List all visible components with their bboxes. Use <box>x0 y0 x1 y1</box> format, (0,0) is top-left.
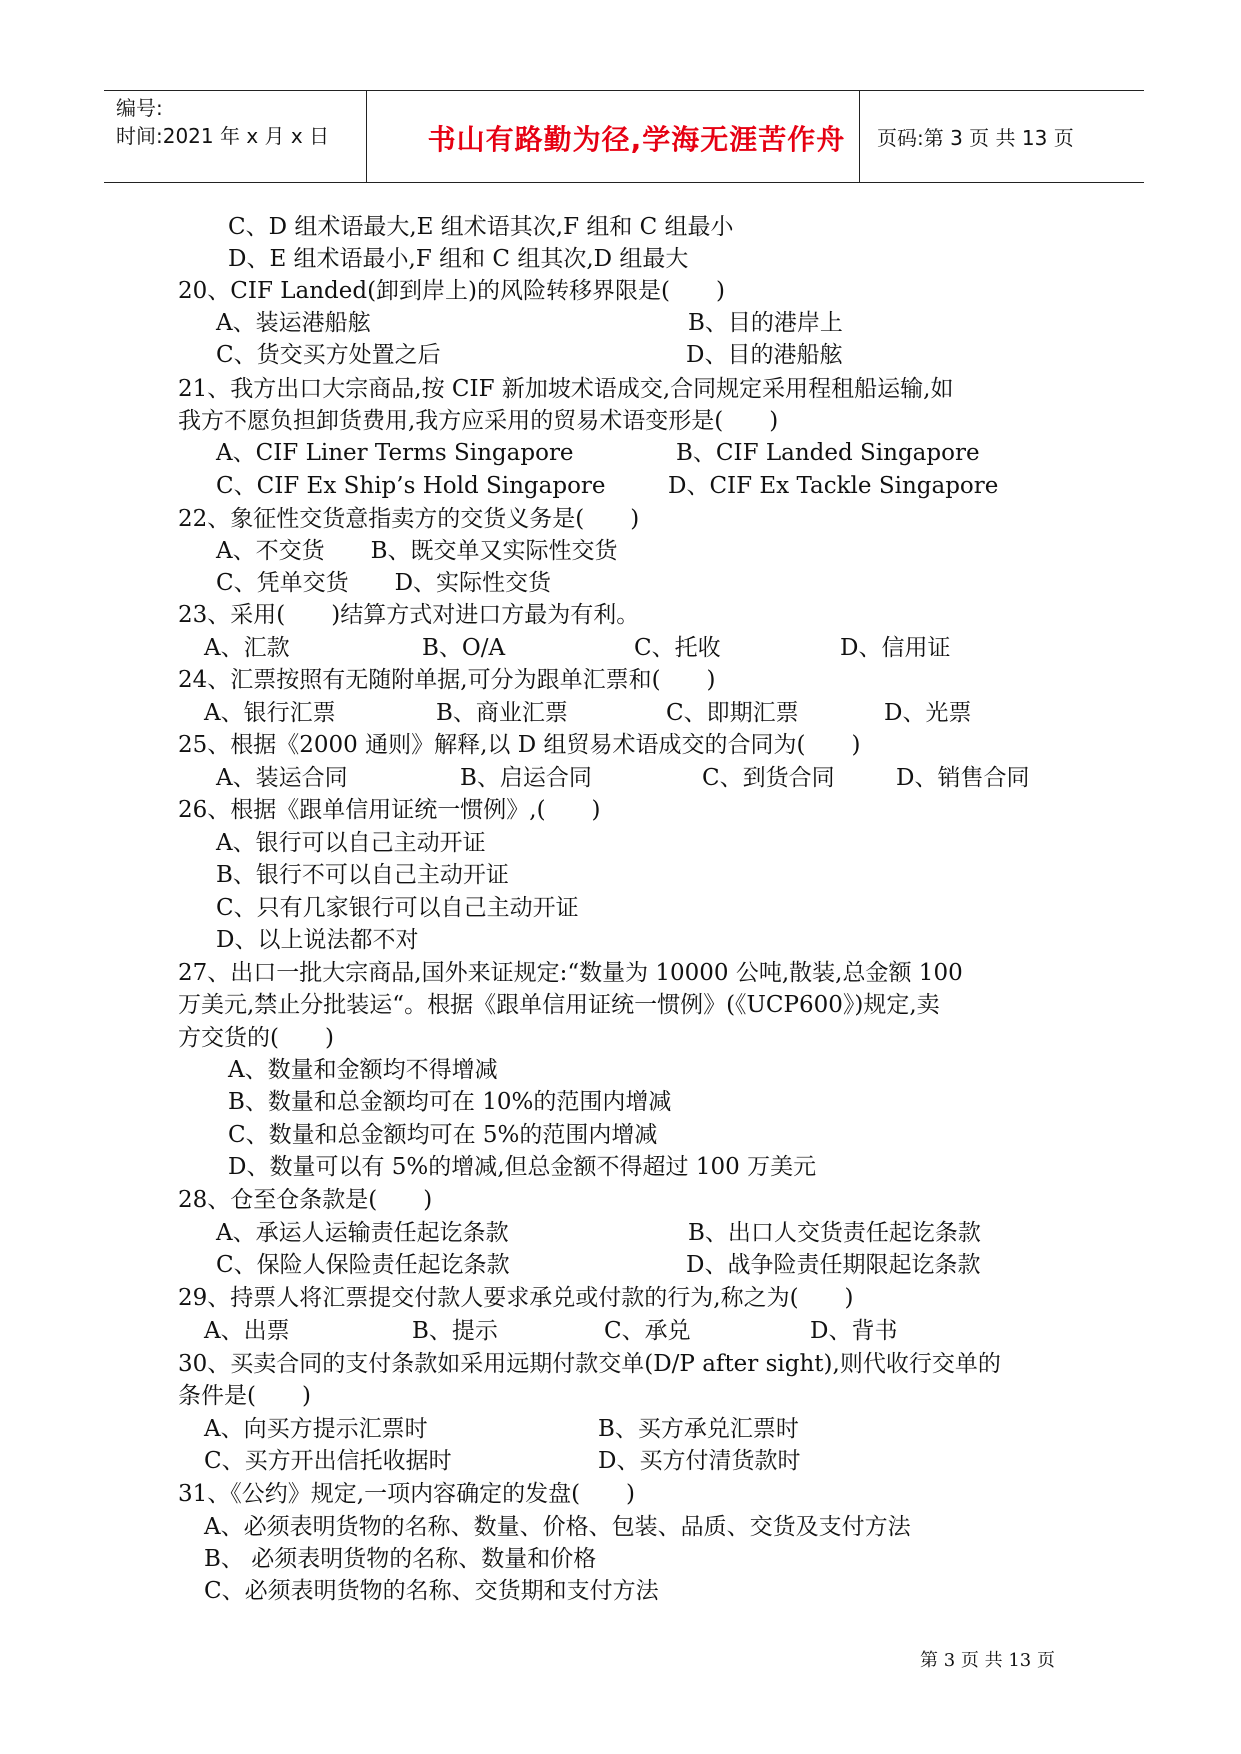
option: C、保险人保险责任起讫条款 <box>216 1252 510 1278</box>
option: B、 必须表明货物的名称、数量和价格 <box>204 1546 597 1572</box>
option: A、承运人运输责任起讫条款 <box>216 1220 509 1246</box>
option: A、银行可以自己主动开证 <box>216 830 486 856</box>
option: A、向买方提示汇票时 <box>204 1416 428 1442</box>
option: D、CIF Ex Tackle Singapore <box>668 473 999 499</box>
option: A、必须表明货物的名称、数量、价格、包装、品质、交货及支付方法 <box>204 1514 911 1540</box>
option: C、买方开出信托收据时 <box>204 1448 452 1474</box>
option: B、CIF Landed Singapore <box>676 440 980 466</box>
option: D、光票 <box>884 700 972 726</box>
option: D、目的港船舷 <box>686 342 843 368</box>
question-22: 22、象征性交货意指卖方的交货义务是( ) <box>178 506 640 532</box>
option: A、出票 <box>204 1318 290 1344</box>
option: D、数量可以有 5%的增减,但总金额不得超过 100 万美元 <box>228 1154 817 1180</box>
option: A、不交货 B、既交单又实际性交货 <box>216 538 618 564</box>
option: B、目的港岸上 <box>688 310 843 336</box>
option: A、数量和金额均不得增减 <box>228 1057 498 1083</box>
option: B、出口人交货责任起讫条款 <box>688 1220 981 1246</box>
option: C、托收 <box>634 635 721 661</box>
question-25: 25、根据《2000 通则》解释,以 D 组贸易术语成交的合同为( ) <box>178 732 861 758</box>
text-line: C、D 组术语最大,E 组术语其次,F 组和 C 组最小 <box>228 214 734 240</box>
text-line: D、E 组术语最小,F 组和 C 组其次,D 组最大 <box>228 246 689 272</box>
option: D、以上说法都不对 <box>216 927 419 953</box>
text-line: 我方不愿负担卸货费用,我方应采用的贸易术语变形是( ) <box>178 408 779 434</box>
option: D、信用证 <box>840 635 951 661</box>
option: D、销售合同 <box>896 765 1030 791</box>
question-28: 28、仓至仓条款是( ) <box>178 1187 433 1213</box>
option: B、商业汇票 <box>436 700 568 726</box>
option: A、CIF Liner Terms Singapore <box>216 440 574 466</box>
option: B、启运合同 <box>460 765 592 791</box>
text-line: 万美元,禁止分批装运“。根据《跟单信用证统一惯例》(《UCP600》)规定,卖 <box>178 992 940 1018</box>
option: C、到货合同 <box>702 765 835 791</box>
option: C、货交买方处置之后 <box>216 342 441 368</box>
text-line: 条件是( ) <box>178 1383 311 1409</box>
question-27: 27、出口一批大宗商品,国外来证规定:“数量为 10000 公吨,散装,总金额 100 <box>178 960 963 986</box>
header-bottom-rule <box>104 182 1144 183</box>
option: C、只有几家银行可以自己主动开证 <box>216 895 579 921</box>
question-30: 30、买卖合同的支付条款如采用远期付款交单(D/P after sight),则代收行交单的 <box>178 1351 1001 1377</box>
option: B、O/A <box>422 635 506 661</box>
option: C、CIF Ex Ship’s Hold Singapore <box>216 473 606 499</box>
time-label: 时间:2021 年 x 月 x 日 <box>116 124 330 148</box>
option: C、数量和总金额均可在 5%的范围内增减 <box>228 1122 658 1148</box>
header-meta <box>116 94 329 150</box>
option: A、汇款 <box>204 635 290 661</box>
header-divider-left <box>366 90 367 182</box>
number-label: 编号: <box>116 96 163 120</box>
option: B、提示 <box>412 1318 498 1344</box>
question-21: 21、我方出口大宗商品,按 CIF 新加坡术语成交,合同规定采用程租船运输,如 <box>178 376 954 402</box>
question-31: 31、《公约》规定,一项内容确定的发盘( ) <box>178 1481 636 1507</box>
option: A、银行汇票 <box>204 700 336 726</box>
option: C、承兑 <box>604 1318 691 1344</box>
option: C、凭单交货 D、实际性交货 <box>216 570 552 596</box>
option: D、战争险责任期限起讫条款 <box>686 1252 981 1278</box>
option: A、装运港船舷 <box>216 310 371 336</box>
option: C、必须表明货物的名称、交货期和支付方法 <box>204 1578 659 1604</box>
question-26: 26、根据《跟单信用证统一惯例》,( ) <box>178 797 601 823</box>
question-23: 23、采用( )结算方式对进口方最为有利。 <box>178 602 640 628</box>
option: D、买方付清货款时 <box>598 1448 801 1474</box>
question-20: 20、CIF Landed(卸到岸上)的风险转移界限是( ) <box>178 278 725 304</box>
text-line: 方交货的( ) <box>178 1025 334 1051</box>
question-29: 29、持票人将汇票提交付款人要求承兑或付款的行为,称之为( ) <box>178 1285 854 1311</box>
header-top-rule <box>104 90 1144 91</box>
page-footer: 第 3 页 共 13 页 <box>920 1650 1055 1671</box>
option: D、背书 <box>810 1318 898 1344</box>
option: C、即期汇票 <box>666 700 799 726</box>
page-header <box>104 90 1144 182</box>
question-24: 24、汇票按照有无随附单据,可分为跟单汇票和( ) <box>178 667 716 693</box>
option: B、买方承兑汇票时 <box>598 1416 799 1442</box>
option: A、装运合同 <box>216 765 348 791</box>
header-page-code: 页码:第 3 页 共 13 页 <box>877 126 1074 150</box>
option: B、银行不可以自己主动开证 <box>216 862 509 888</box>
header-motto: 书山有路勤为径,学海无涯苦作舟 <box>427 123 846 156</box>
option: B、数量和总金额均可在 10%的范围内增减 <box>228 1089 672 1115</box>
